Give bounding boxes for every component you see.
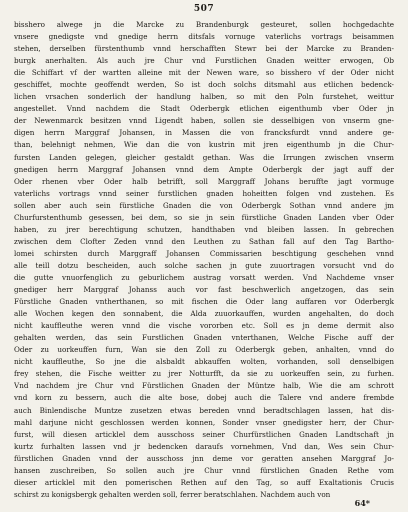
text-line: fursten Landen gelegen, gleicher gestaldt gethan. Was die Irrungen zwischen vnserm — [14, 152, 394, 162]
text-line: nicht kauffleuthe weren vnnd die vische vororben etc. Soll es jn deme dermit also — [14, 321, 394, 331]
text-line: vaterlichs vortrags vnnd seiner furstlichen gnaden hoheitten folgen vnd zustehen. Es — [14, 188, 394, 198]
text-line: geschiffet, mochte geoffendt werden, So ist doch solchs ditsmahl aus etlichen bedenck- — [14, 80, 394, 90]
text-line: schirst zu konigsbergk gehalten werden soll, ferrer beratschlahen. Nachdem auch von — [14, 489, 331, 499]
text-line: haben, zu jrer berechtigung schutzen, handthaben vnd bleiben lassen. In gebrechen — [14, 224, 394, 234]
body-text — [14, 19, 394, 501]
text-line: kurtz furhalten lassen vnd jr bedencken daraufs vornehmen, Vnd dan, Wes sein Chur- — [14, 441, 394, 451]
text-line: digen herrn Marggraf Johansen, in Massen die von francksfurdt vnnd andere ge- — [14, 128, 394, 138]
text-line: der Newenmarck besitzen vnnd Ligendt haben, sollen sie desselbigen von vnserm gne- — [14, 116, 394, 126]
text-line: gnedigen herrn Marggraf Johansen vnnd dem Ampte Oderbergk der jagt auff der — [14, 164, 394, 174]
page-number: 507 — [193, 4, 215, 14]
text-line: frey stehen, die Fische weitter zu jrer Notturfft, da sie zu uorkeuffen sein, zu furhen. — [14, 369, 394, 379]
text-line: angestellet. Vnnd nachdem die Stadt Oderbergk etlichen eigenthumb vber Oder jn — [14, 104, 394, 114]
text-line: mahl darjune nicht geschlossen werden konnen, Sonder vnser gnedigster herr, der Chur- — [14, 417, 394, 427]
text-line: gnediger herr Marggraf Johanss auch vor fast beschwerlich angetzogen, das sein — [14, 285, 394, 295]
text-line: zwischen dem Clofter Zeden vnnd den Leuthen zu Sathan fall auf den Tag Bartho- — [14, 236, 394, 246]
text-line: alle Wochen kegen den sonnabent, die Alda zuuorkauffen, wurden angehalten, do doch — [14, 309, 394, 319]
text-line: Vnd nachdem jre Chur vnd Fürstlichen Gnaden der Müntze halb, Wie die am schrott — [14, 381, 394, 391]
text-line: lichen vrsachen sonderlich der handlung halben, so mit den Poln furstehet, weittur — [14, 92, 394, 102]
text-line: Oder rhenen vber Oder halb betrifft, soll Marggraff Johans beruffte jagt vormuge — [14, 176, 394, 186]
text-line: stehen, derselben fürstenthumb vnnd herschafften Stewr bei der Marcke zu Branden- — [14, 44, 394, 54]
text-line: nicht kauffleuthe, So jne die alsbaldt abkauffen wolten, vorhanden, soll denselbigen — [14, 357, 394, 367]
text-line: hansen zuschreiben, So sollen auch jre Chur vnnd fürstlichen Gnaden Rethe vom — [14, 465, 394, 475]
signature-mark: 64* — [354, 498, 370, 508]
text-line: vnd korn zu bessern, auch die alte bose, dobej auch die Talere vnd andere frembde — [14, 393, 394, 403]
text-line: fürstlichen Gnaden vnnd der ausschoss jnn deme vor geratten ansehen Marggraf Jo- — [14, 453, 394, 463]
text-line: auch Binlendische Muntze zusetzen etwas bereden vnnd beradtschlagen lassen, hat dis- — [14, 405, 394, 415]
text-line: sollen aber auch sein fürstliche Gnaden die von Oderbergk Sothan vnnd andere jm — [14, 200, 394, 210]
text-line: vnsere gnedigste vnd gnedige herrn ditsfals vornuge vaterlichs vortrags beisammen — [14, 32, 394, 42]
text-line: than, belehnigt nehmen, Wie dan die von kustrin mit jren eigenthumb jn die Chur- — [14, 140, 394, 150]
text-line: Oder zu uorkeuffen furn, Wan sie den Zoll zu Oderbergk geben, anhalten, vnnd do — [14, 345, 394, 355]
text-line: die gutte vnuorfenglich zu geburlichem austrag vorsatt werden. Vnd Nachdeme vnser — [14, 272, 394, 282]
text-line: alle teill dotzu bescheiden, auch solche sachen jn gute zuuortragen vorsucht vnd do — [14, 260, 394, 270]
text-line: Churfurstenthumb gesessen, bei dem, so sie jn sein fürstliche Gnaden Landen vber Oder — [14, 212, 394, 222]
text-line: bisshero alwege jn die Marcke zu Brandenburgk gesteuret, sollen hochgedachte — [14, 20, 394, 29]
text-line: gehalten werden, das sein Furstlichen Gnaden vnterthanen, Welche Fische auff der — [14, 333, 394, 343]
text-line: Fürstliche Gnaden vntherthanen, so mit fischen die Oder lang auffaren vor Oderbergk — [14, 297, 394, 307]
text-line: dieser articklel mit den pomerischen Rethen auf den Tag, so auff Exaltationis Crucis — [14, 477, 394, 487]
text-line: lomei schirsten durch Marggraff Johansen Commissarien beschtigung geschehen vnnd — [14, 248, 394, 258]
text-line: furst, will diesen articklel dem ausschoss seiner Churfürstlichen Gnaden Landtschaft jn — [14, 429, 394, 439]
text-line: die Schiffart vf der wartten alleine mit der Newen ware, so bisshero vf der Oder nicht — [14, 68, 394, 78]
text-line: burgk anerhalten. Als auch jre Chur vnd Furstlichen Gnaden weitter erwogen, Ob — [14, 56, 394, 66]
